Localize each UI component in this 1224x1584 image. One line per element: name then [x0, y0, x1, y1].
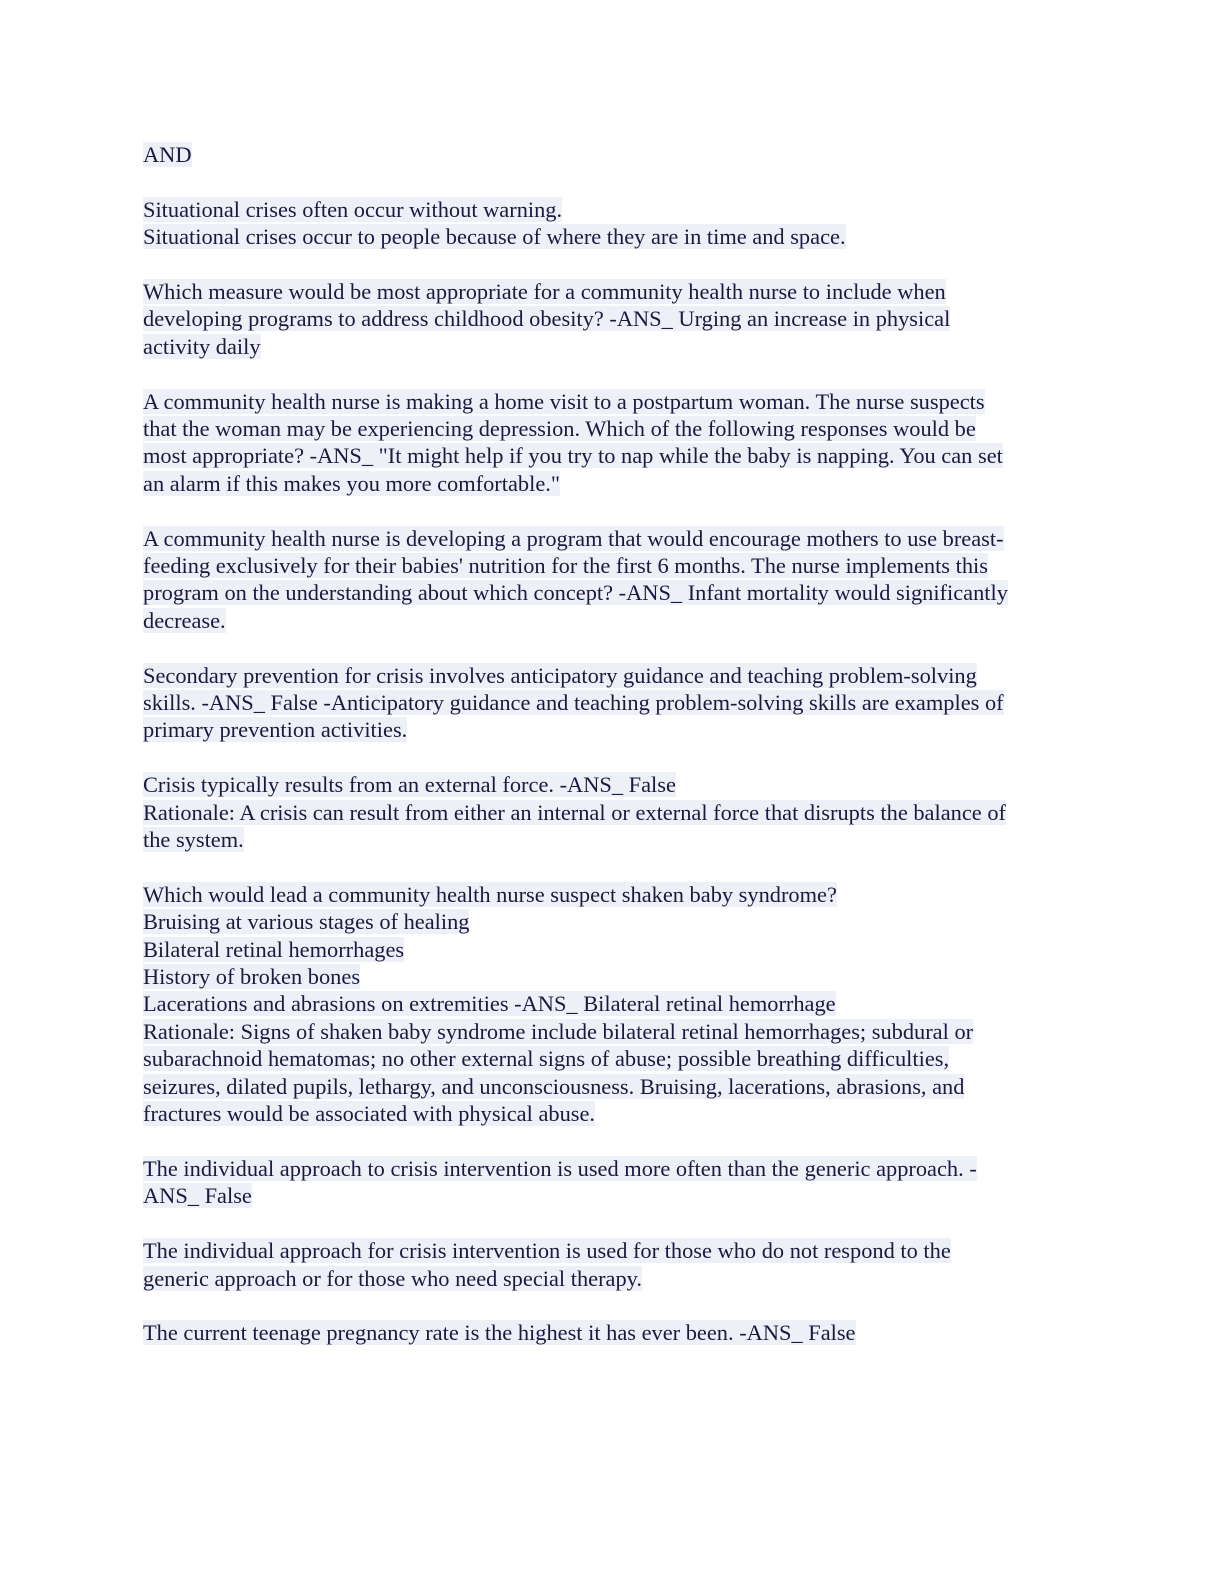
text-line: program on the understanding about which concept? -ANS_ Infant mortality would significantly: [143, 580, 1008, 606]
text-line: Bilateral retinal hemorrhages: [143, 936, 405, 962]
paragraph-postpartum-depression: [143, 388, 1073, 498]
paragraph-teen-pregnancy: [143, 1319, 1073, 1346]
paragraph-shaken-baby: [143, 881, 1073, 1128]
text-line: Which would lead a community health nurse suspect shaken baby syndrome?: [143, 881, 837, 907]
text-line: that the woman may be experiencing depression. Which of the following responses would be: [143, 416, 976, 442]
text-line: skills. -ANS_ False -Anticipatory guidance and teaching problem-solving skills are examples of: [143, 690, 1004, 716]
text-line: History of broken bones: [143, 964, 361, 990]
text-line: decrease.: [143, 607, 226, 633]
text-line: A community health nurse is making a home visit to a postpartum woman. The nurse suspects: [143, 388, 985, 414]
text-line: Which measure would be most appropriate for a community health nurse to include when: [143, 279, 946, 304]
text-line: AND: [143, 142, 192, 167]
paragraph-crisis-external-force: [143, 771, 1073, 853]
text-line: primary prevention activities.: [143, 717, 408, 743]
text-line: activity daily: [143, 333, 261, 359]
paragraph-individual-approach-use: [143, 1237, 1073, 1292]
text-line: The individual approach for crisis intervention is used for those who do not respond to the: [143, 1238, 951, 1264]
text-line: The individual approach to crisis intervention is used more often than the generic approach. -: [143, 1155, 977, 1181]
paragraph-individual-approach-frequency: [143, 1155, 1073, 1210]
document-page: [143, 141, 1073, 1374]
text-line: an alarm if this makes you more comfortable.": [143, 470, 561, 496]
text-line: Secondary prevention for crisis involves anticipatory guidance and teaching problem-solving: [143, 662, 977, 688]
text-line: Crisis typically results from an external force. -ANS_ False: [143, 772, 676, 798]
text-line: Situational crises often occur without warning.: [143, 196, 563, 222]
text-line: developing programs to address childhood obesity? -ANS_ Urging an increase in physical: [143, 306, 951, 332]
text-line: A community health nurse is developing a program that would encourage mothers to use breast-: [143, 525, 1004, 551]
text-line: Rationale: Signs of shaken baby syndrome include bilateral retinal hemorrhages; subdural or: [143, 1018, 974, 1044]
paragraph-and: [143, 141, 1073, 168]
paragraph-secondary-prevention: [143, 662, 1073, 744]
text-line: the system.: [143, 827, 244, 853]
text-line: Bruising at various stages of healing: [143, 909, 470, 935]
text-line: most appropriate? -ANS_ "It might help if you try to nap while the baby is napping. You can set: [143, 443, 1003, 469]
text-line: Situational crises occur to people because of where they are in time and space.: [143, 224, 846, 250]
text-line: fractures would be associated with physical abuse.: [143, 1101, 596, 1127]
paragraph-situational-crises: [143, 196, 1073, 251]
text-line: feeding exclusively for their babies' nutrition for the first 6 months. The nurse implements this: [143, 553, 988, 579]
text-line: ANS_ False: [143, 1183, 252, 1209]
paragraph-childhood-obesity: [143, 278, 1073, 360]
paragraph-breastfeeding: [143, 525, 1073, 635]
text-line: generic approach or for those who need special therapy.: [143, 1265, 643, 1291]
text-line: seizures, dilated pupils, lethargy, and unconsciousness. Bruising, lacerations, abrasions, and: [143, 1073, 965, 1099]
text-line: subarachnoid hematomas; no other external signs of abuse; possible breathing difficulties,: [143, 1046, 950, 1072]
text-line: The current teenage pregnancy rate is the highest it has ever been. -ANS_ False: [143, 1320, 856, 1346]
text-line: Lacerations and abrasions on extremities -ANS_ Bilateral retinal hemorrhage: [143, 991, 836, 1017]
text-line: Rationale: A crisis can result from either an internal or external force that disrupts the balance of: [143, 799, 1006, 825]
